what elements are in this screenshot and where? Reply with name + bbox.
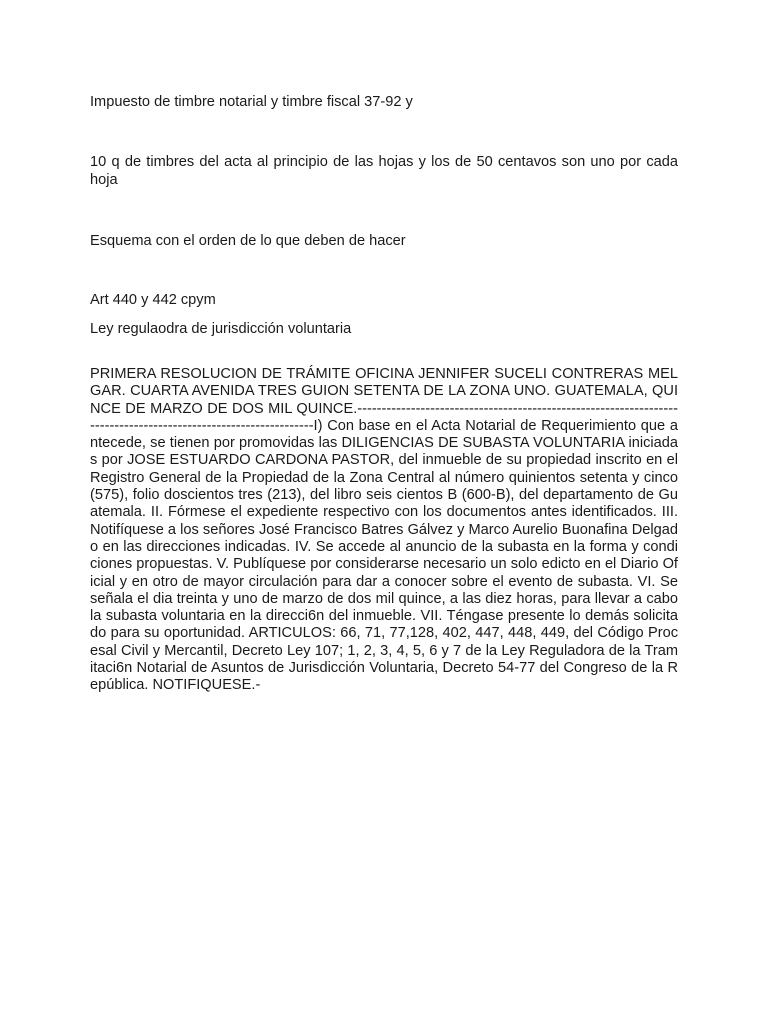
note-stamps-per-page: 10 q de timbres del acta al principio de las hojas y los de 50 centavos son uno por cada hoja (90, 154, 678, 188)
resolution-paragraph: PRIMERA RESOLUCION DE TRÁMITE OFICINA JENNIFER SUCELI CONTRERAS MELGAR. CUARTA AVENIDA TRES GUION SETENTA DE LA ZONA UNO. GUATEMALA, QUINCE DE MARZO DE DOS MIL QUINCE.----------------------------------------------------------------------------------------------------------------I) Con base en el Acta Notarial de Requerimiento que antecede, se tienen por promovidas las DILIGENCIAS DE SUBASTA VOLUNTARIA iniciadas por JOSE ESTUARDO CARDONA PASTOR, del inmueble de su propiedad inscrito en el Registro General de la Propiedad de la Zona Central al número quinientos setenta y cinco (575), folio doscientos tres (213), del libro seis cientos B (600-B), del departamento de Guatemala. II. Fórmese el expediente respectivo con los documentos antes identificados. III. Notifíquese a los señores José Francisco Batres Gálvez y Marco Aurelio Buonafina Delgado en las direcciones indicadas. IV. Se accede al anuncio de la subasta en la forma y condiciones propuestas. V. Publíquese por considerarse necesario un solo edicto en el Diario Oficial y en otro de mayor circulación para dar a conocer sobre el evento de subasta. VI. Se señala el dia treinta y uno de marzo de dos mil quince, a las diez horas, para llevar a cabo la subasta voluntaria en la direcci6n del inmueble. VII. Téngase presente lo demás solicitado para su oportunidad. ARTICULOS: 66, 71, 77,128, 402, 447, 448, 449, del Código Procesal Civil y Mercantil, Decreto Ley 107; 1, 2, 3, 4, 5, 6 y 7 de la Ley Reguladora de la Tramitaci6n Notarial de Asuntos de Jurisdicción Voluntaria, Decreto 54-77 del Congreso de la República. NOTIFIQUESE.- (90, 366, 678, 694)
note-stamp-tax: Impuesto de timbre notarial y timbre fiscal 37-92 y (90, 94, 413, 110)
note-articles: Art 440 y 442 cpym (90, 292, 216, 308)
note-outline-order: Esquema con el orden de lo que deben de hacer (90, 233, 406, 249)
note-voluntary-jurisdiction-law: Ley regulaodra de jurisdicción voluntaria (90, 321, 352, 337)
